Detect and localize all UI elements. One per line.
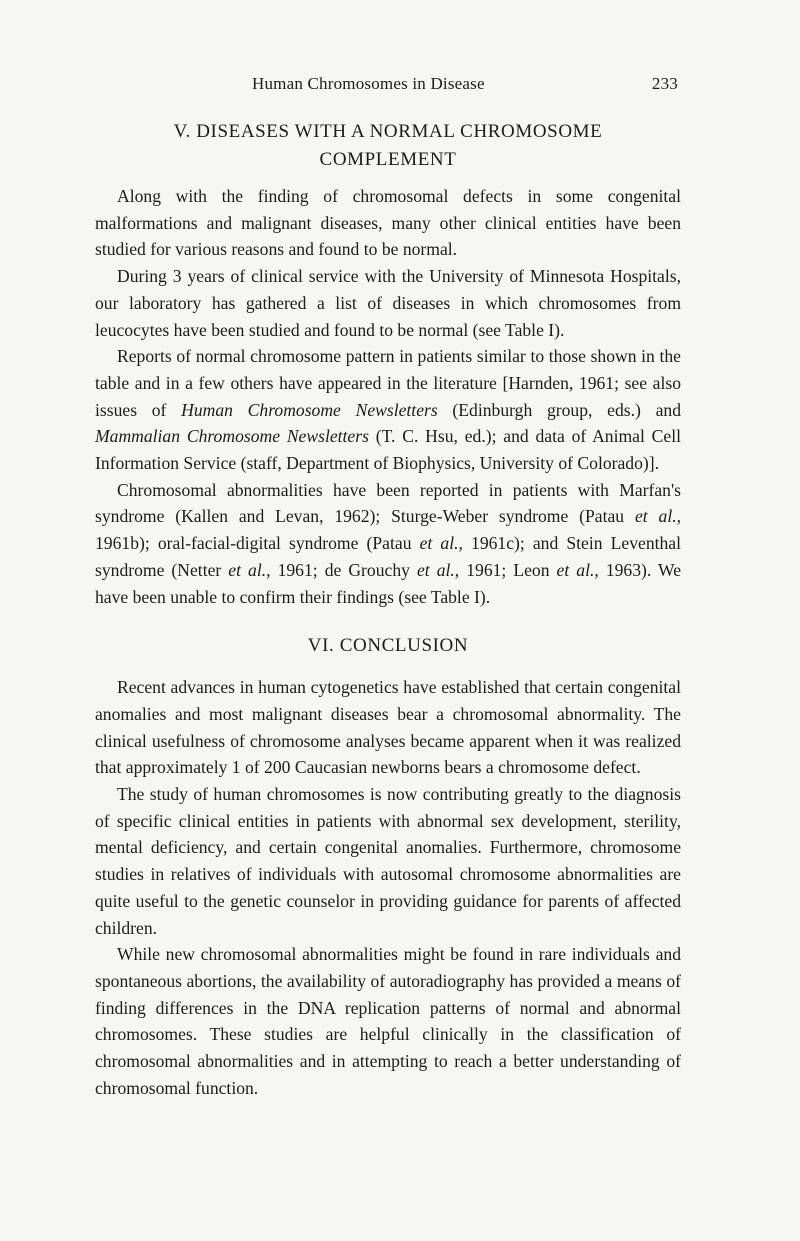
paragraph: The study of human chromosomes is now contributing greatly to the diagnosis of specific clinical entities in patients with abnormal sex development, sterility, mental deficiency, and certain congenital anomalies. Furthermore, chromosome studies in relatives of individuals with autosomal chromosome abnormalities are quite useful to the genetic counselor in providing guidance for parents of affected children. — [95, 784, 681, 938]
paragraph: While new chromosomal abnormalities might be found in rare individuals and spontaneous abortions, the availability of autoradiography has provided a means of finding differences in the DNA replication patterns of normal and abnormal chromosomes. These studies are helpful clinically in the classification of chromosomal abnormalities and in attempting to reach a better understanding of chromosomal function. — [95, 944, 681, 1098]
section-heading-conclusion: VI. CONCLUSION — [307, 635, 469, 657]
paragraph: During 3 years of clinical service with the University of Minnesota Hospitals, our laboratory has gathered a list of diseases in which chromosomes from leucocytes have been studied and found to be normal (see Table I). — [95, 266, 681, 340]
paragraph: Along with the finding of chromosomal defects in some congenital malformations and malignant diseases, many other clinical entities have been studied for various reasons and found to be normal. — [95, 186, 681, 260]
journal-title: Human Chromosome Newsletters — [181, 399, 438, 420]
running-title: Human Chromosomes in Disease — [252, 74, 485, 93]
paragraph: Reports of normal chromosome pattern in patients similar to those shown in the table and in a few others have appeared in the literature [Harnden, 1961; see also issues of Human Chromosome Newsletters (Edinburgh group, eds.) and Mammalian Chromosome Newsletters (T. C. Hsu, ed.); and data of Animal Cell Information Service (staff, Department of Biophysics, University of Colorado)]. — [95, 346, 681, 474]
section-heading-diseases — [95, 118, 681, 174]
journal-title: Mammalian Chromosome Newsletters — [95, 426, 369, 447]
page-number: 233 — [651, 74, 678, 93]
paragraph: Recent advances in human cytogenetics have established that certain congenital anomalies and most malignant diseases bear a chromosomal abnormality. The clinical usefulness of chromosome analyses became apparent when it was realized that approximately 1 of 200 Caucasian newborns bears a chromosome defect. — [95, 677, 681, 778]
section-heading-line2: COMPLEMENT — [319, 149, 457, 170]
page-body — [95, 118, 681, 1102]
section-heading-line1: V. DISEASES WITH A NORMAL CHROMOSOME — [173, 121, 603, 142]
paragraph: Chromosomal abnormalities have been reported in patients with Marfan's syndrome (Kallen and Levan, 1962); Sturge-Weber syndrome (Patau et al., 1961b); oral-facial-digital syndrome (Patau et al., 1961c); and Stein Leventhal syndrome (Netter et al., 1961; de Grouchy et al., 1961; Leon et al., 1963). We have been unable to confirm their findings (see Table I). — [95, 479, 682, 607]
